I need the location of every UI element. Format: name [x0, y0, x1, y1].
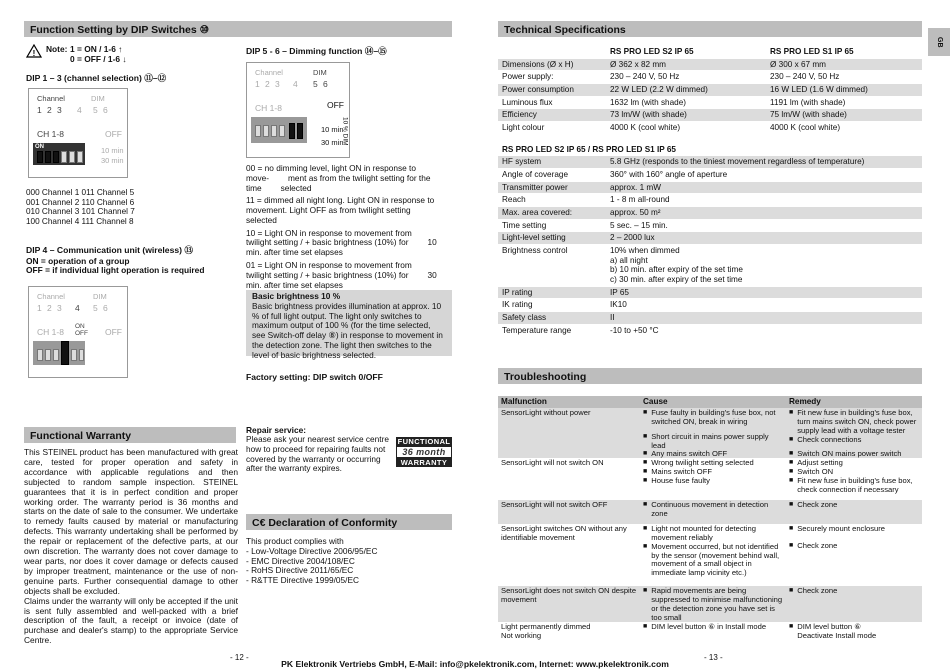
dip-num-1: 1	[37, 105, 42, 115]
malfunction: SensorLight does not switch ON despite movement	[501, 585, 637, 604]
dip56-diagram	[246, 62, 350, 158]
spec-label: Angle of coverage	[498, 169, 606, 182]
spec-label: HF system	[498, 156, 606, 168]
table-row	[498, 500, 922, 524]
cause-cell	[640, 524, 786, 586]
col-remedy: Remedy	[789, 397, 821, 406]
channel-list-line: 000 Channel 1 011 Channel 5	[26, 188, 135, 197]
dip-switch-3	[53, 151, 59, 163]
dip-ch18-label: CH 1-8	[37, 327, 64, 337]
dip-10min-label: 10 min	[321, 125, 344, 134]
dip-num-1: 1	[255, 79, 260, 89]
remedy-item: ■ Adjust setting	[789, 459, 919, 468]
conformity-item: - RoHS Directive 2011/65/EC	[246, 565, 354, 576]
col-cause: Cause	[643, 397, 668, 406]
malfunction: SensorLight will not switch ON	[501, 457, 604, 467]
dip-switch-1	[37, 349, 43, 361]
dip-switch-1	[255, 125, 261, 137]
cause-cell	[640, 408, 786, 458]
channel-list-line: 010 Channel 3 101 Channel 7	[26, 207, 135, 217]
dip-switch-2	[45, 151, 51, 163]
col-s2-header: RS PRO LED S2 IP 65	[606, 46, 766, 58]
cause-item: ■ Movement occurred, but not identified by the sensor (movement behind wall, movement of a small object in immediate lamp vicinity etc.)	[643, 543, 783, 579]
cause-cell	[640, 458, 786, 500]
spec-label: Transmitter power	[498, 181, 606, 194]
warranty-text	[24, 448, 238, 646]
dip-num-3: 3	[275, 79, 280, 89]
footer-contact: PK Elektronik Vertriebs GmbH, E-Mail: info@pkelektronik.com, Internet: www.pkelektronik.com	[281, 659, 669, 669]
dip-switch-5	[71, 349, 77, 361]
warranty-heading: Functional Warranty	[24, 427, 236, 443]
dip-switch-3	[271, 125, 277, 137]
spec-value: 5 sec. – 15 min.	[606, 219, 922, 232]
dip-off-label: OFF	[327, 100, 344, 110]
note-line-2: 0 = OFF / 1-6 ↓	[70, 54, 127, 64]
dip4-title: DIP 4 – Communication unit (wireless) ⑬	[26, 245, 193, 255]
dip-switch-5	[69, 151, 75, 163]
spec-s2: 73 lm/W (with shade)	[606, 109, 766, 122]
dip-num-5: 5	[93, 303, 98, 313]
spec-label: IK rating	[498, 299, 606, 312]
dim-item: 11 = dimmed all night long. Light ON in response to movement. Light OFF as from twilight setting selected	[246, 195, 451, 225]
cause-item: ■ House fuse faulty	[643, 477, 783, 486]
dip-ch18-label: CH 1-8	[255, 103, 282, 113]
dim-item: 01 = Light ON in response to movement from twilight setting / + basic brightness (10%) for 30 min. after time set elapses	[246, 260, 437, 290]
remedy-item: ■ Switch ON mains power switch	[789, 450, 919, 459]
remedy-item: ■ DIM level button ⑥ Deactivate Install mode	[789, 623, 919, 641]
basic-brightness-text: Basic brightness provides illumination at approx. 10 % of full light output. The light only switches to maximum output of 100 % (for the time selected, see Switch-off delay ⑧) in response to movement in the detection zone. The light then switches to the level of basic brightness selected.	[252, 300, 443, 360]
dip-off-label: OFF	[105, 327, 122, 337]
spec-label: Reach	[498, 194, 606, 207]
dim-item: 00 = no dimming level, light ON in response to move- ment as from the twilight setting for the time selected	[246, 163, 431, 193]
spec-label: Safety class	[498, 312, 606, 325]
channel-list	[26, 188, 135, 227]
tech-spec-common	[498, 156, 922, 337]
spec-value: II	[606, 312, 922, 325]
dip56-title: DIP 5 - 6 – Dimming function ⑭–⑮	[246, 46, 387, 56]
dip-pct-label: 10 % DIM	[341, 117, 349, 146]
dip4-on-text: ON = operation of a group	[26, 256, 130, 266]
dip-num-5: 5	[313, 79, 318, 89]
spec-s1: 4000 K (cool white)	[766, 122, 922, 135]
repair-text: Please ask your nearest service centre how to proceed for repairing faults not covered by the warranty or occurring after the warranty expires.	[246, 434, 389, 474]
warranty-paragraph: This STEINEL product has been manufactured with great care, tested for proper operation and safety in accordance with applicable regulations and then subjected to random sample inspection. STEINEL guarantees that it is in perfect condition and proper working order. The warranty period is 36 months and starts on the date of sale to the consumer. We undertake to remedy faults caused by material or manufacturing defects. This warranty undertaking shall be performed by the repair or replacement of the defective parts, at our own discretion. The warranty does not cover damage to wear parts, nor does it cover damage or defects caused by improper treatment, maintenance or the use of non-genuine parts. Further consequential damage to other objects shall be excluded.	[24, 447, 238, 596]
spec-s2: 22 W LED (2.2 W dimmed)	[606, 84, 766, 97]
dip-switch-4	[61, 341, 69, 365]
cause-item: ■ Light not mounted for detecting movement reliably	[643, 525, 783, 543]
cause-item: ■ DIM level button ⑥ in Install mode	[643, 623, 783, 632]
spec-s1: 1191 lm (with shade)	[766, 96, 922, 109]
dip4-off-label: OFF	[75, 330, 88, 337]
language-tab: GB	[928, 28, 950, 56]
dim-list	[246, 164, 452, 290]
conformity-intro: This product complies with	[246, 536, 344, 546]
remedy-item: ■ Check zone	[789, 587, 919, 596]
dip-ch18-label: CH 1-8	[37, 129, 64, 139]
tech-spec-table	[498, 46, 922, 337]
dip-switch-1	[37, 151, 43, 163]
spec-value: IK10	[606, 299, 922, 312]
dip-num-2: 2	[47, 303, 52, 313]
dip-switch-3	[53, 349, 59, 361]
dip13-title: DIP 1 – 3 (channel selection) ⑪–⑫	[26, 73, 167, 83]
remedy-cell	[786, 408, 922, 458]
remedy-cell	[786, 586, 922, 622]
dip4-off-text: OFF = if individual light operation is required	[26, 265, 205, 275]
spec-label: Luminous flux	[498, 96, 606, 109]
spec-label: Efficiency	[498, 109, 606, 122]
dip-30min-label: 30 min	[101, 156, 124, 165]
warranty-badge	[396, 437, 452, 467]
dip-num-6: 6	[103, 303, 108, 313]
troubleshooting-table	[498, 396, 922, 644]
spec-label: Light colour	[498, 122, 606, 135]
spec-s1: 16 W LED (1.6 W dimmed)	[766, 84, 922, 97]
badge-top: FUNCTIONAL	[397, 437, 451, 446]
dip-num-5: 5	[93, 105, 98, 115]
conformity-item: - R&TTE Directive 1999/05/EC	[246, 575, 359, 586]
svg-text:!: !	[32, 49, 36, 58]
dip-channel-label: Channel	[255, 68, 283, 77]
brightness-line: 10% when dimmed	[610, 246, 680, 256]
remedy-item: ■ Check zone	[789, 501, 919, 510]
spec-value: IP 65	[606, 286, 922, 299]
tech-spec-heading: Technical Specifications	[498, 21, 922, 37]
col-s1-header: RS PRO LED S1 IP 65	[766, 46, 922, 58]
spec-s1: Ø 300 x 67 mm	[766, 58, 922, 71]
remedy-item: ■ Securely mount enclosure	[789, 525, 919, 534]
malfunction: SensorLight without power	[501, 407, 591, 417]
remedy-item: ■ Switch ON	[789, 468, 919, 477]
dip-30min-label: 30 min	[321, 138, 344, 147]
dip-num-3: 3	[57, 105, 62, 115]
dip-switch-6	[77, 151, 83, 163]
brightness-line: c) 30 min. after expiry of the set time	[610, 275, 743, 285]
spec-label: Time setting	[498, 219, 606, 232]
dip-num-6: 6	[103, 105, 108, 115]
dip-dim-label: DIM	[91, 94, 105, 103]
spec-value: -10 to +50 °C	[606, 324, 922, 337]
dip-num-4: 4	[77, 105, 82, 115]
brightness-values	[606, 245, 922, 287]
dip-channel-label: Channel	[37, 94, 65, 103]
dip-channel-label: Channel	[37, 292, 65, 301]
dip-10min-label: 10 min	[101, 146, 124, 155]
spec-s2: Ø 362 x 82 mm	[606, 58, 766, 71]
spec-value: 1 - 8 m all-round	[606, 194, 922, 207]
factory-setting: Factory setting: DIP switch 0/OFF	[246, 372, 383, 382]
function-setting-heading: Function Setting by DIP Switches ⑩	[24, 21, 452, 37]
remedy-item: ■ Check zone	[789, 542, 919, 551]
cause-item: ■ Mains switch OFF	[643, 468, 783, 477]
conformity-item: - Low-Voltage Directive 2006/95/EC	[246, 545, 378, 556]
remedy-cell	[786, 622, 922, 644]
cause-item: ■ Any mains switch OFF	[643, 450, 783, 459]
dip-off-label: OFF	[105, 129, 122, 139]
dip-num-3: 3	[57, 303, 62, 313]
col-malfunction: Malfunction	[501, 397, 547, 406]
cause-cell	[640, 500, 786, 524]
spec-value: 5.8 GHz (responds to the tiniest movement regardless of temperature)	[606, 156, 922, 168]
remedy-cell	[786, 458, 922, 500]
conformity-item: - EMC Directive 2004/108/EC	[246, 555, 355, 566]
dip-switch-2	[45, 349, 51, 361]
dip4-diagram	[28, 286, 128, 378]
spec-label: IP rating	[498, 286, 606, 299]
basic-brightness-box	[246, 290, 452, 360]
dip13-diagram	[28, 88, 128, 178]
badge-bottom: WARRANTY	[396, 458, 452, 467]
brightness-line: b) 10 min. after expiry of the set time	[610, 265, 743, 275]
cause-item: ■ Short circuit in mains power supply lead	[643, 433, 783, 451]
troubleshooting-heading: Troubleshooting	[498, 368, 922, 384]
dip-num-2: 2	[265, 79, 270, 89]
tech-subtitle: RS PRO LED S2 IP 65 / RS PRO LED S1 IP 65	[502, 144, 676, 154]
spec-label: Light-level setting	[498, 232, 606, 245]
page-number-left: - 12 -	[230, 653, 249, 662]
dip-num-6: 6	[323, 79, 328, 89]
tech-spec-main	[498, 46, 922, 135]
cause-cell	[640, 586, 786, 622]
spec-s1: 75 lm/W (with shade)	[766, 109, 922, 122]
badge-mid: 36 month	[396, 446, 452, 458]
warranty-paragraph-2: Claims under the warranty will only be accepted if the unit is sent fully assembled and well-packed with a brief description of the fault, a receipt or invoice (date of purchase and dealer's stamp) to the appropriate Service Centre.	[24, 595, 238, 646]
table-row	[498, 524, 922, 586]
dip-switch-2	[263, 125, 269, 137]
remedy-cell	[786, 524, 922, 586]
remedy-item: ■ Fit new fuse in building's fuse box, turn mains switch ON, check power supply lead with a voltage tester	[789, 409, 919, 436]
spec-label: Temperature range	[498, 324, 606, 337]
spec-value: 2 – 2000 lux	[606, 232, 922, 245]
dip-on-text: ON	[35, 144, 44, 150]
dip-num-4: 4	[293, 79, 298, 89]
malfunction: Light permanently dimmed Not working	[501, 621, 591, 640]
cause-cell	[640, 622, 786, 644]
spec-s2: 4000 K (cool white)	[606, 122, 766, 135]
spec-label: Power consumption	[498, 84, 606, 97]
spec-value: 360° with 160° angle of aperture	[606, 169, 922, 182]
conformity-heading: C€ Declaration of Conformity	[246, 514, 452, 530]
dip-num-2: 2	[47, 105, 52, 115]
troubleshooting-header	[498, 396, 922, 408]
dip-switch-5	[289, 123, 295, 139]
warning-icon	[26, 44, 42, 61]
channel-list-line: 100 Channel 4 111 Channel 8	[26, 217, 134, 227]
cause-item: ■ Fuse faulty in building's fuse box, not switched ON, break in wiring	[643, 409, 783, 427]
remedy-item: ■ Fit new fuse in building's fuse box, check connection if necessary	[789, 477, 919, 495]
dip-dim-label: DIM	[313, 68, 327, 77]
spec-label: Brightness control	[498, 245, 606, 287]
table-row	[498, 458, 922, 500]
cause-item: ■ Rapid movements are being suppressed to minimise malfunctioning or the detection zone you have set is too small	[643, 587, 783, 623]
table-row	[498, 408, 922, 458]
note-label: Note:	[46, 44, 68, 54]
repair-title: Repair service:	[246, 425, 307, 435]
spec-value: approx. 1 mW	[606, 181, 922, 194]
brightness-line: a) all night	[610, 255, 648, 265]
spec-label: Power supply:	[498, 71, 606, 84]
malfunction: SensorLight switches ON without any identifiable movement	[501, 523, 627, 542]
dip-num-1: 1	[37, 303, 42, 313]
cause-item: ■ Wrong twilight setting selected	[643, 459, 783, 468]
malfunction: SensorLight will not switch OFF	[501, 499, 608, 509]
remedy-item: ■ Check connections	[789, 436, 919, 445]
dip-switch-6	[79, 349, 84, 361]
table-row	[498, 622, 922, 644]
spec-s1: 230 – 240 V, 50 Hz	[766, 71, 922, 84]
cause-item: ■ Continuous movement in detection zone	[643, 501, 783, 519]
dim-item: 10 = Light ON in response to movement from twilight setting / + basic brightness (10%) for 10 min. after time set elapses	[246, 227, 437, 258]
conformity-list	[246, 537, 377, 586]
remedy-cell	[786, 500, 922, 524]
table-row	[498, 586, 922, 622]
note-line-1: 1 = ON / 1-6 ↑	[70, 44, 123, 54]
dip-num-4: 4	[75, 303, 80, 313]
dip-dim-label: DIM	[93, 292, 107, 301]
dip-switch-6	[297, 123, 303, 139]
spec-label: Max. area covered:	[498, 207, 606, 220]
spec-label: Dimensions (Ø x H)	[498, 58, 606, 71]
page-number-right: - 13 -	[704, 653, 723, 662]
dip-switch-4	[279, 125, 285, 137]
spec-s2: 230 – 240 V, 50 Hz	[606, 71, 766, 84]
spec-s2: 1632 lm (with shade)	[606, 96, 766, 109]
dip4-on-label: ON	[75, 323, 85, 330]
channel-list-line: 001 Channel 2 110 Channel 6	[26, 197, 135, 207]
dip-switch-4	[61, 151, 67, 163]
spec-value: approx. 50 m²	[606, 207, 922, 220]
basic-brightness-title: Basic brightness 10 %	[252, 291, 341, 301]
